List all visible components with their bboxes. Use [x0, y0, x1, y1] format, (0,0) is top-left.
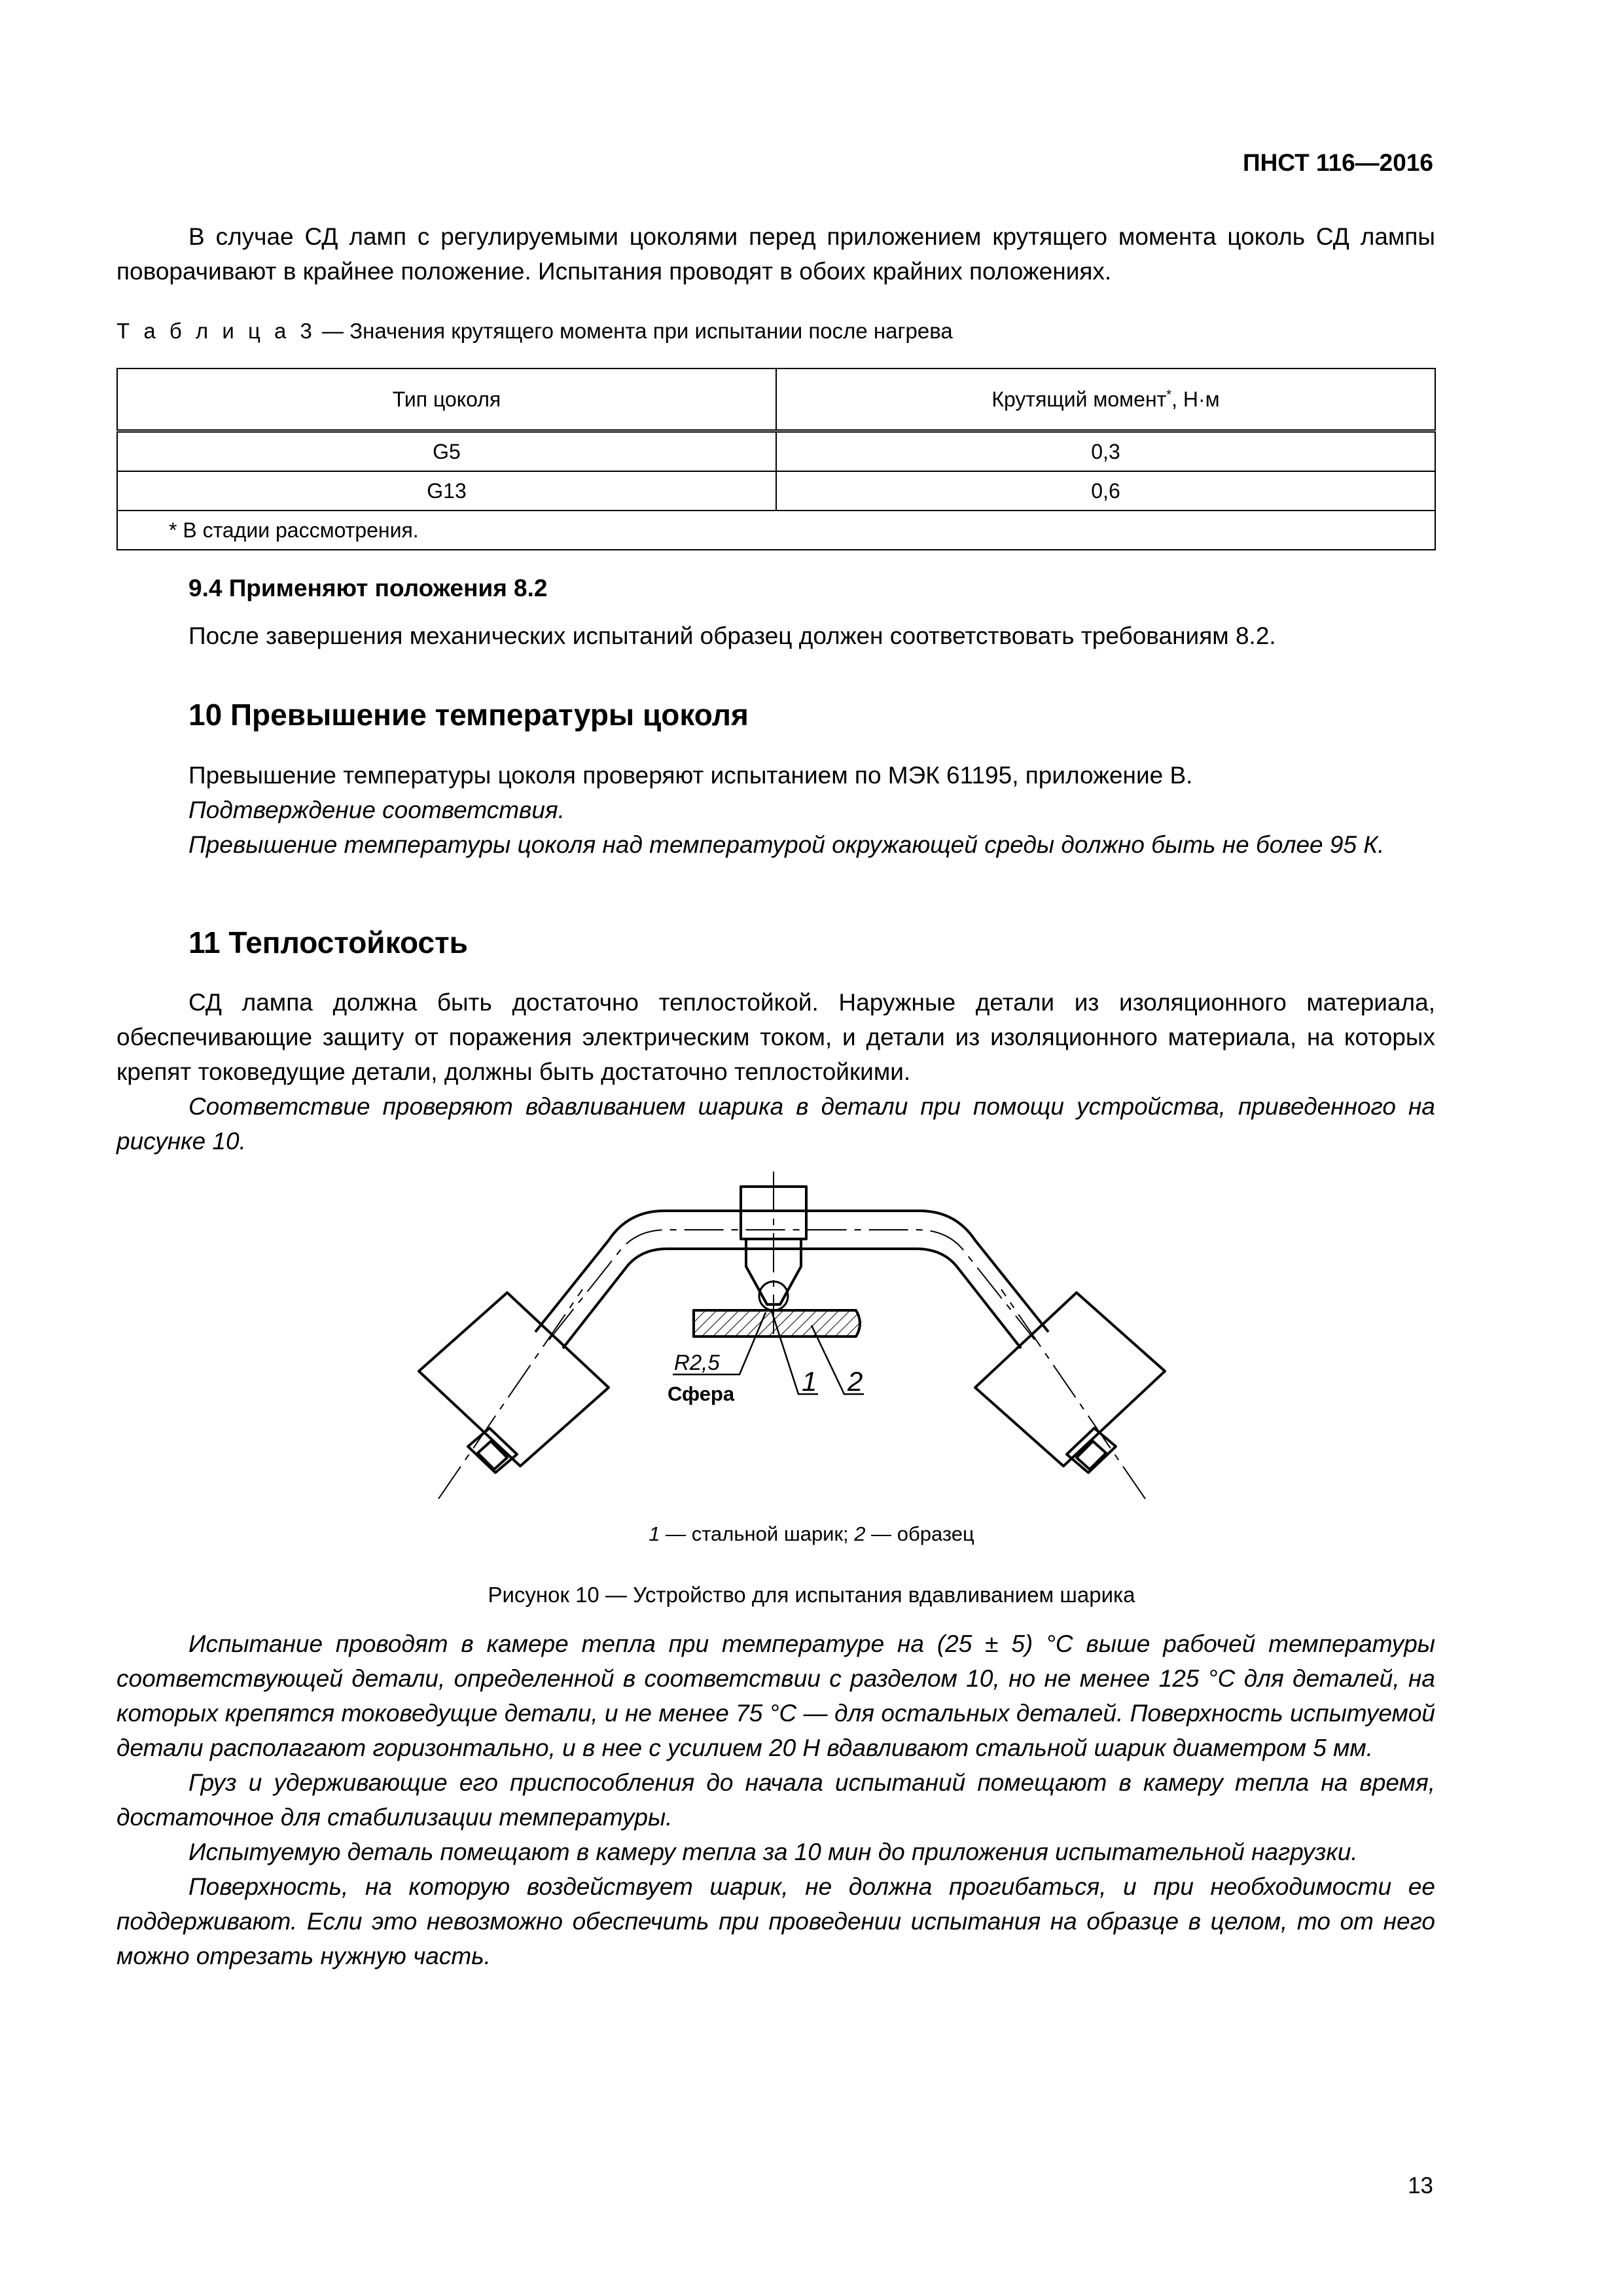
figure-caption: Рисунок 10 — Устройство для испытания вдавливанием шарика [488, 1583, 1135, 1607]
section-11-body [116, 985, 1435, 1158]
document-code: ПНСТ 116—2016 [1243, 149, 1433, 176]
section-9-4-body [116, 619, 1435, 653]
callout-2: 2 [847, 1366, 863, 1397]
footnote-mark: * [1166, 387, 1172, 402]
section-11-paragraph-2: Соответствие проверяют вдавливанием шарика в детали при помощи устройства, приведенного на рисунке 10. [116, 1093, 1435, 1155]
left-axis-line [438, 1289, 582, 1499]
section-11-heading: 11 Теплостойкость [188, 925, 468, 960]
figure-legend: 1 — стальной шарик; 2 — образец [649, 1522, 974, 1545]
intro-section [116, 219, 1435, 289]
torque-table [116, 368, 1436, 550]
table-header-row [117, 368, 1435, 431]
section-10-paragraph-2: Подтверждение соответствия. [188, 797, 565, 823]
table-footnote-row [117, 511, 1435, 550]
table-caption-label: Т а б л и ц а 3 [116, 319, 316, 343]
label-radius: R2,5 [674, 1350, 720, 1374]
section-10-paragraph-3: Превышение температуры цоколя над температурой окружающей среды должно быть не более 95 К. [188, 831, 1385, 858]
after-figure-paragraph-2: Груз и удерживающие его приспособления до начала испытаний помещают в камеру тепла на время, достаточное для стабилизации температуры. [116, 1769, 1435, 1831]
specimen [694, 1310, 860, 1336]
section-11-paragraph-1: СД лампа должна быть достаточно теплостойкой. Наружные детали из изоляционного материала, обеспечивающие защиту от поражения электрическим током, и детали из изоляционного материала, на которых крепят токоведущие детали, должны быть достаточно теплостойкими. [116, 989, 1435, 1085]
cell-base-type: G13 [117, 471, 776, 511]
header-base-type: Тип цоколя [117, 368, 776, 431]
figure-10 [366, 1172, 1217, 1512]
intro-paragraph: В случае СД ламп с регулируемыми цоколями перед приложением крутящего момента цоколь СД лампы поворачивают в крайнее положение. Испытания проводят в обоих крайних положениях. [116, 223, 1435, 285]
section-10-body [116, 758, 1435, 862]
section-10-paragraph-1: Превышение температуры цоколя проверяют испытанием по МЭК 61195, приложение В. [188, 762, 1193, 789]
cell-torque: 0,6 [776, 471, 1435, 511]
after-figure-body [116, 1626, 1435, 1973]
table-row [117, 431, 1435, 472]
cell-base-type: G5 [117, 431, 776, 472]
callout-1: 1 [802, 1366, 817, 1397]
section-9-4-paragraph: После завершения механических испытаний образец должен соответствовать требованиям 8.2. [188, 622, 1276, 649]
table-caption-text: — Значения крутящего момента при испытании после нагрева [315, 319, 953, 343]
ball-pressure-apparatus-drawing [366, 1172, 1217, 1512]
section-9-4-heading: 9.4 Применяют положения 8.2 [188, 575, 548, 601]
right-weight-block [975, 1293, 1165, 1466]
cell-torque: 0,3 [776, 431, 1435, 472]
section-10-heading: 10 Превышение температуры цоколя [188, 698, 749, 732]
page-number: 13 [1408, 2173, 1433, 2198]
right-axis-line [1001, 1289, 1145, 1499]
table-footnote: * В стадии рассмотрения. [117, 511, 1435, 550]
label-sphere: Сфера [668, 1382, 735, 1405]
after-figure-paragraph-4: Поверхность, на которую воздействует шарик, не должна прогибаться, и при необходимости ее поддерживают. Если это невозможно обеспечить при проведении испытания на образце в целом, то от него можно отрезать нужную часть. [116, 1873, 1435, 1969]
left-weight-block [419, 1293, 609, 1466]
table-row [117, 471, 1435, 511]
after-figure-paragraph-1: Испытание проводят в камере тепла при температуре на (25 ± 5) °С выше рабочей температуры соответствующей детали, определенной в соответствии с разделом 10, но не менее 125 °С для деталей, на которых крепятся токоведущие детали, и не менее 75 °С — для остальных деталей. Поверхность испытуемой детали располагают горизонтально, и в нее с усилием 20 Н вдавливают стальной шарик диаметром 5 мм. [116, 1630, 1435, 1761]
table-caption [116, 319, 953, 344]
after-figure-paragraph-3: Испытуемую деталь помещают в камеру тепла за 10 мин до приложения испытательной нагрузки. [188, 1839, 1358, 1865]
header-torque: Крутящий момент*, Н·м [776, 368, 1435, 431]
